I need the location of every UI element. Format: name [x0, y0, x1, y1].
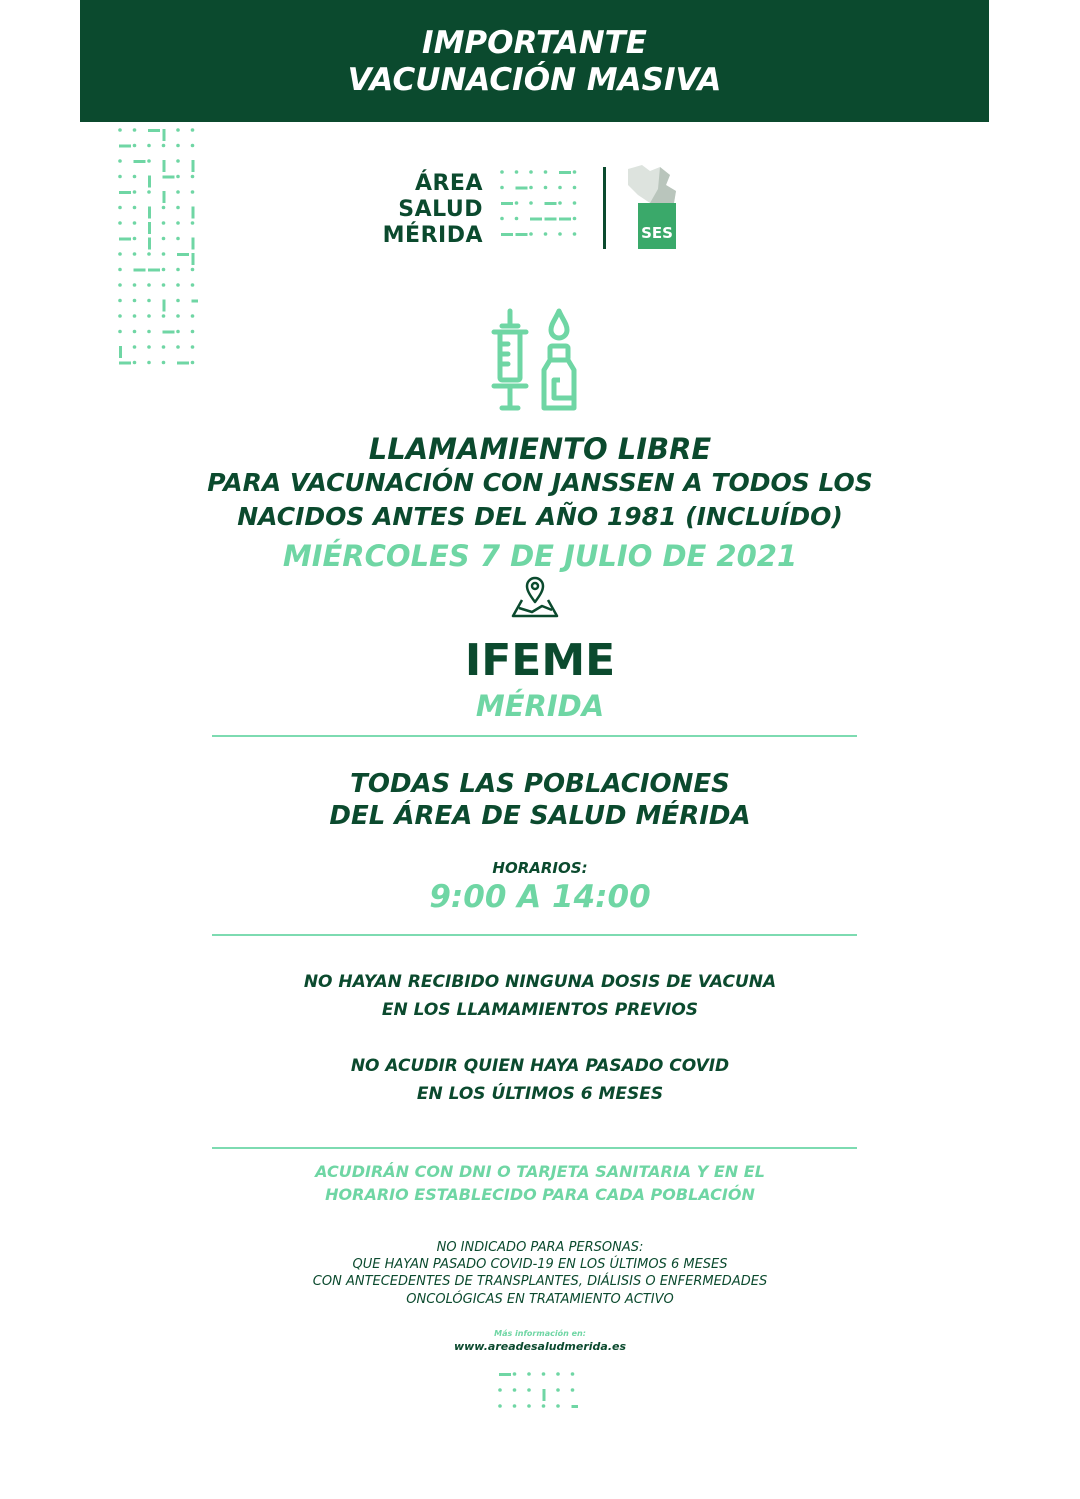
decorative-dot: [163, 191, 166, 203]
decorative-dot: [543, 1389, 546, 1401]
decorative-dot: [119, 346, 122, 358]
ses-badge: SES: [641, 224, 673, 242]
decorative-dot: [162, 221, 166, 225]
decorative-dot: [542, 1372, 546, 1376]
header-banner: [80, 0, 989, 122]
decorative-dot: [162, 144, 166, 148]
decorative-dot: [529, 232, 533, 236]
decorative-dot: [573, 170, 577, 174]
decorative-dot: [513, 1372, 517, 1376]
decorative-dot: [162, 314, 166, 318]
decorative-dot: [191, 268, 195, 272]
logo-line-merida: MÉRIDA: [382, 223, 483, 248]
decorative-dot: [529, 201, 533, 205]
decorative-dot: [118, 221, 122, 225]
decorative-dot: [147, 330, 151, 334]
decorative-dot: [176, 144, 180, 148]
decorative-dot: [530, 218, 542, 221]
decorative-dot: [118, 268, 122, 272]
decorative-dot: [147, 252, 151, 256]
condition-1-line1: NO HAYAN RECIBIDO NINGUNA DOSIS DE VACUNA: [303, 972, 777, 992]
decorative-dot: [498, 1404, 502, 1408]
area-salud-merida-logo-text: [360, 171, 483, 249]
decorative-dot: [162, 237, 166, 241]
decorative-dot: [573, 186, 577, 190]
decorative-dot: [147, 361, 151, 365]
decorative-dot: [133, 283, 137, 287]
decorative-dot: [571, 1372, 575, 1376]
decorative-dot: [542, 1404, 546, 1408]
decorative-dot: [147, 345, 151, 349]
decorative-dot: [500, 170, 504, 174]
syringe-icon: [490, 308, 530, 412]
decorative-dot: [133, 237, 137, 241]
decorative-dot: [515, 170, 519, 174]
scope-line1: TODAS LAS POBLACIONES: [350, 769, 730, 799]
decorative-dot: [162, 252, 166, 256]
logo-line-salud: SALUD: [398, 197, 483, 222]
decorative-dot: [192, 238, 195, 250]
logo-divider: [603, 167, 606, 249]
decorative-dot: [499, 1373, 511, 1376]
decorative-dot: [516, 233, 528, 236]
decorative-dot: [559, 218, 571, 221]
decorative-dot: [191, 361, 195, 365]
decorative-dot: [571, 1388, 575, 1392]
decorative-dot: [192, 160, 195, 172]
decorative-dot: [134, 160, 146, 163]
decorative-dot: [500, 217, 504, 221]
decorative-dot: [573, 217, 577, 221]
map-pin-icon: [510, 576, 560, 620]
venue-city: MÉRIDA: [475, 689, 605, 723]
decorative-dot: [513, 1388, 517, 1392]
decorative-dot: [133, 330, 137, 334]
decorative-dot: [148, 269, 160, 272]
logo-dot-pattern: [498, 168, 580, 248]
decorative-dot: [527, 1388, 531, 1392]
decorative-dot: [118, 159, 122, 163]
schedule-hours: 9:00 A 14:00: [429, 879, 651, 915]
divider-2: [212, 934, 857, 936]
decorative-dot: [192, 300, 199, 303]
decorative-dot: [191, 190, 195, 194]
decorative-dot: [529, 170, 533, 174]
decorative-dot: [498, 1388, 502, 1392]
decorative-dot: [573, 232, 577, 236]
decorative-dot: [162, 206, 166, 210]
decorative-dot: [118, 175, 122, 179]
condition-2-line2: EN LOS ÚLTIMOS 6 MESES: [416, 1084, 664, 1104]
venue-name: IFEME: [464, 635, 616, 686]
decorative-dot: [527, 1404, 531, 1408]
decorative-dot: [148, 238, 151, 250]
decorative-dot: [133, 299, 137, 303]
header-title-line2: VACUNACIÓN MASIVA: [347, 62, 722, 98]
decorative-dot: [544, 186, 548, 190]
decorative-dot: [527, 1372, 531, 1376]
decorative-dot: [558, 201, 562, 205]
decorative-dot: [163, 160, 166, 172]
decorative-dot: [573, 201, 577, 205]
logo-line-area: ÁREA: [414, 171, 483, 196]
decorative-dot: [501, 233, 513, 236]
decorative-dot: [133, 190, 137, 194]
decorative-dot: [118, 299, 122, 303]
decorative-dot: [545, 218, 557, 221]
decorative-dot: [118, 206, 122, 210]
decorative-dot: [191, 221, 195, 225]
decorative-dot-pattern-left: [116, 126, 198, 378]
vaccine-vial-icon: [538, 308, 580, 414]
decorative-dot: [192, 207, 195, 219]
decorative-dot: [118, 330, 122, 334]
decorative-dot: [515, 217, 519, 221]
decorative-dot: [163, 331, 175, 334]
decorative-dot: [516, 187, 528, 190]
decorative-dot: [556, 1372, 560, 1376]
decorative-dot: [544, 170, 548, 174]
decorative-dot: [147, 299, 151, 303]
announcement-title: LLAMAMIENTO LIBRE: [368, 432, 712, 466]
decorative-dot: [191, 283, 195, 287]
decorative-dot: [545, 202, 557, 205]
decorative-dot: [133, 128, 137, 132]
decorative-dot: [147, 283, 151, 287]
website-link[interactable]: www.areadesaludmerida.es: [453, 1340, 627, 1353]
decorative-dot: [515, 201, 519, 205]
decorative-dot: [163, 300, 166, 312]
decorative-dot: [556, 1404, 560, 1408]
not-indicated-line2: CON ANTECEDENTES DE TRANSPLANTES, DIÁLISIS O ENFERMEDADES: [312, 1274, 768, 1289]
decorative-dot: [118, 252, 122, 256]
decorative-dot-pattern-bottom: [496, 1370, 578, 1422]
decorative-dot: [119, 238, 131, 241]
decorative-dot: [163, 129, 166, 141]
decorative-dot: [191, 128, 195, 132]
decorative-dot: [177, 362, 189, 365]
announcement-line2: PARA VACUNACIÓN CON JANSSEN A TODOS LOS: [207, 468, 873, 497]
decorative-dot: [529, 186, 533, 190]
decorative-dot: [133, 345, 137, 349]
not-indicated-title: NO INDICADO PARA PERSONAS:: [436, 1240, 644, 1255]
decorative-dot: [133, 252, 137, 256]
more-info-label: Más información en:: [494, 1329, 586, 1338]
decorative-dot: [147, 190, 151, 194]
decorative-dot: [192, 253, 195, 265]
decorative-dot: [559, 171, 571, 174]
not-indicated-line3: ONCOLÓGICAS EN TRATAMIENTO ACTIVO: [406, 1292, 674, 1307]
decorative-dot: [176, 128, 180, 132]
decorative-dot: [147, 314, 151, 318]
decorative-dot: [176, 159, 180, 163]
requirements-line1: ACUDIRÁN CON DNI O TARJETA SANITARIA Y EN EL: [315, 1162, 765, 1181]
decorative-dot: [148, 222, 151, 234]
decorative-dot: [119, 191, 131, 194]
decorative-dot: [544, 232, 548, 236]
decorative-dot: [118, 283, 122, 287]
decorative-dot: [191, 144, 195, 148]
decorative-dot: [572, 1405, 579, 1408]
decorative-dot: [191, 345, 195, 349]
decorative-dot: [558, 186, 562, 190]
decorative-dot: [176, 190, 180, 194]
not-indicated-line1: QUE HAYAN PASADO COVID-19 EN LOS ÚLTIMOS 6 MESES: [352, 1257, 728, 1272]
decorative-dot: [177, 253, 189, 256]
decorative-dot: [133, 361, 137, 365]
decorative-dot: [556, 1388, 560, 1392]
decorative-dot: [163, 176, 175, 179]
decorative-dot: [176, 221, 180, 225]
decorative-dot: [162, 283, 166, 287]
decorative-dot: [558, 232, 562, 236]
decorative-dot: [162, 361, 166, 365]
schedule-label: HORARIOS:: [492, 859, 588, 877]
decorative-dot: [191, 330, 195, 334]
decorative-dot: [513, 1404, 517, 1408]
decorative-dot: [119, 362, 131, 365]
announcement-line3: NACIDOS ANTES DEL AÑO 1981 (INCLUÍDO): [237, 502, 843, 531]
decorative-dot: [133, 221, 137, 225]
decorative-dot: [176, 345, 180, 349]
decorative-dot: [148, 129, 160, 132]
decorative-dot: [176, 175, 180, 179]
decorative-dot: [118, 128, 122, 132]
divider-3: [212, 1147, 857, 1149]
decorative-dot: [148, 176, 151, 188]
decorative-dot: [176, 206, 180, 210]
decorative-dot: [176, 237, 180, 241]
decorative-dot: [176, 314, 180, 318]
decorative-dot: [176, 283, 180, 287]
condition-2-line1: NO ACUDIR QUIEN HAYA PASADO COVID: [350, 1056, 730, 1076]
decorative-dot: [133, 144, 137, 148]
decorative-dot: [133, 314, 137, 318]
decorative-dot: [133, 175, 137, 179]
decorative-dot: [176, 268, 180, 272]
announcement-date: MIÉRCOLES 7 DE JULIO DE 2021: [282, 539, 798, 573]
decorative-dot: [501, 202, 513, 205]
decorative-dot: [147, 144, 151, 148]
decorative-dot: [176, 299, 180, 303]
decorative-dot: [176, 330, 180, 334]
divider-1: [212, 735, 857, 737]
condition-1-line2: EN LOS LLAMAMIENTOS PREVIOS: [381, 1000, 699, 1020]
decorative-dot: [162, 345, 166, 349]
decorative-dot: [119, 145, 131, 148]
header-title-line1: IMPORTANTE: [422, 25, 647, 61]
scope-line2: DEL ÁREA DE SALUD MÉRIDA: [329, 801, 751, 831]
decorative-dot: [134, 269, 146, 272]
decorative-dot: [118, 314, 122, 318]
decorative-dot: [133, 206, 137, 210]
decorative-dot: [191, 314, 195, 318]
decorative-dot: [500, 186, 504, 190]
decorative-dot: [147, 159, 151, 163]
decorative-dot: [191, 175, 195, 179]
decorative-dot: [162, 268, 166, 272]
decorative-dot: [148, 207, 151, 219]
requirements-line2: HORARIO ESTABLECIDO PARA CADA POBLACIÓN: [325, 1185, 755, 1204]
